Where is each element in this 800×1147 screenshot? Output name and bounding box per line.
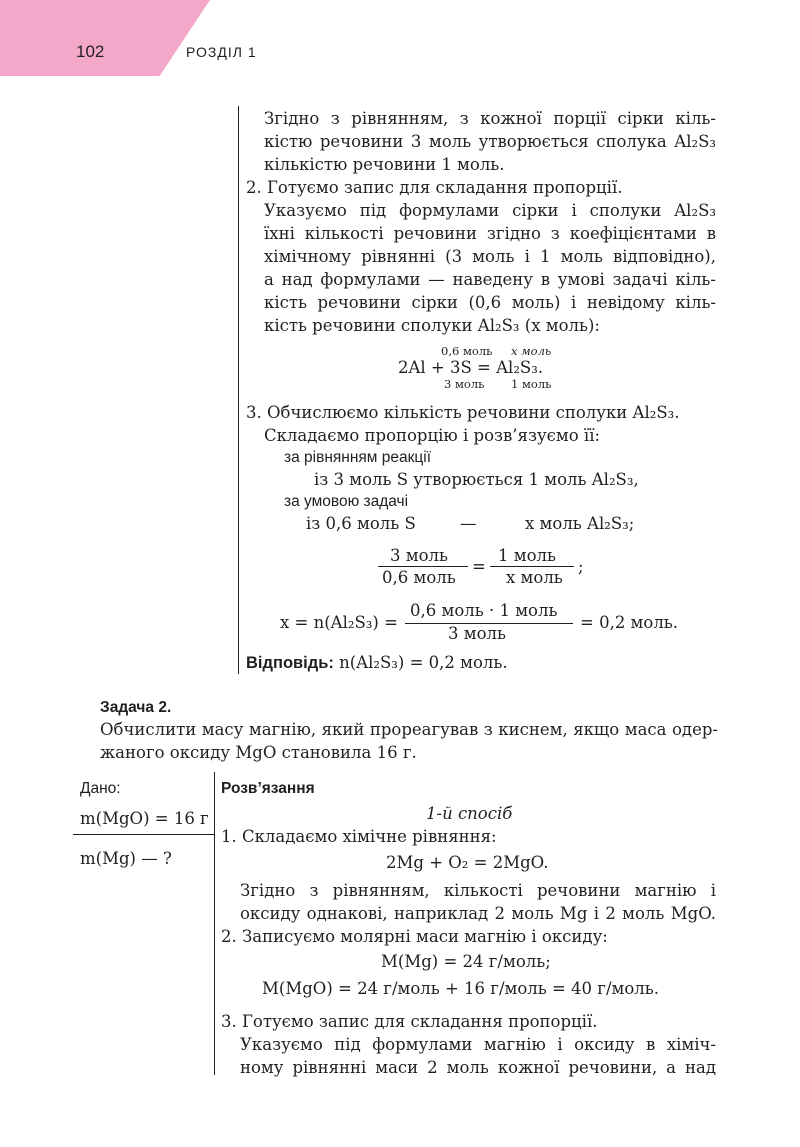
calc-denominator: 3 моль [448, 624, 506, 643]
s1-line: Згідно з рівнянням, кількості речовини магнію і [240, 881, 716, 900]
given-underline [73, 834, 214, 835]
given-divider [214, 772, 215, 1075]
eq-above-s: 0,6 моль [441, 344, 493, 358]
s2-equation-1: M(Mg) = 24 г/моль; [381, 952, 551, 971]
section-title: РОЗДІЛ 1 [186, 44, 257, 60]
eq-above-al2s3: x моль [511, 344, 552, 358]
p1-line: кількістю речовини 1 моль. [264, 155, 505, 174]
answer [246, 652, 508, 674]
p1-line: Згідно з рівнянням, з кожної порції сірки кіль- [264, 109, 716, 128]
by-condition-label: за умовою задачі [284, 493, 409, 510]
eq-below-al2s3: 1 моль [511, 377, 552, 391]
step2-title: 2. Готуємо запис для складання пропорції. [246, 178, 623, 197]
method-label: 1-й спосіб [426, 804, 513, 823]
from-condition: із 0,6 моль S [306, 514, 416, 533]
step2-line: кість речовини сірки (0,6 моль) і невідому кіль- [264, 293, 716, 312]
s3-line: ному рівнянні маси 2 моль кожної речовини, а над [240, 1058, 716, 1077]
task2-title: Задача 2. [100, 699, 172, 716]
eq-below-s: 3 моль [444, 377, 485, 391]
s3-line: Указуємо під формулами магнію і оксиду в хіміч- [240, 1035, 716, 1054]
given-value: m(MgO) = 16 г [80, 809, 209, 828]
given-label: Дано: [80, 780, 121, 797]
eq-main: 2Al + 3S = Al₂S₃. [398, 358, 544, 377]
prop-den-1: 0,6 моль [382, 568, 456, 587]
prop-num-1: 3 моль [390, 546, 448, 565]
step3-title: 3. Обчислюємо кількість речовини сполуки Al₂S₃. [246, 403, 680, 422]
from-condition-unknown: x моль Al₂S₃; [525, 514, 635, 533]
p1-line: кістю речовини 3 моль утворюється сполука Al₂S₃ [264, 132, 716, 151]
step2-line: а над формулами — наведену в умові задачі кіль- [264, 270, 716, 289]
find-value: m(Mg) — ? [80, 849, 172, 868]
s1-line: оксиду однакові, наприклад 2 моль Mg і 2 моль MgO. [240, 904, 716, 923]
calc-numerator: 0,6 моль · 1 моль [410, 601, 558, 620]
from-equation: із 3 моль S утворюється 1 моль Al₂S₃, [314, 470, 639, 489]
prop-equals: = [472, 557, 486, 576]
prop-end: ; [578, 557, 584, 576]
page-number: 102 [76, 42, 105, 61]
step2-line: кість речовини сполуки Al₂S₃ (x моль): [264, 316, 600, 335]
s1-title: 1. Складаємо хімічне рівняння: [221, 827, 497, 846]
step2-line: хімічному рівнянні (3 моль і 1 моль відповідно), [264, 247, 716, 266]
answer-label: Відповідь: [246, 654, 334, 672]
answer-value: n(Al₂S₃) = 0,2 моль. [333, 653, 508, 672]
step2-line: їхні кількості речовини згідно з коефіцієнтами в [264, 224, 716, 243]
calc-left: x = n(Al₂S₃) = [280, 613, 398, 632]
by-equation-label: за рівнянням реакції [284, 449, 432, 466]
task2-text: жаного оксиду MgO становила 16 г. [100, 743, 417, 762]
task2-text: Обчислити масу магнію, який прореагував з киснем, якщо маса одер- [100, 720, 718, 739]
page-corner-tab [0, 0, 210, 76]
solution-label: Розв’язання [221, 780, 315, 797]
step3-line: Складаємо пропорцію і розв’язуємо її: [264, 426, 601, 445]
from-condition-dash: — [460, 514, 477, 533]
prop-den-2: x моль [506, 568, 563, 587]
step2-line: Указуємо під формулами сірки і сполуки Al₂S₃ [264, 201, 716, 220]
s2-title: 2. Записуємо молярні маси магнію і оксиду: [221, 927, 608, 946]
s3-title: 3. Готуємо запис для складання пропорції. [221, 1012, 598, 1031]
solution-rule [238, 106, 239, 674]
s2-equation-2: M(MgO) = 24 г/моль + 16 г/моль = 40 г/моль. [262, 979, 659, 998]
prop-num-2: 1 моль [498, 546, 556, 565]
calc-result: = 0,2 моль. [580, 613, 679, 632]
s1-equation: 2Mg + O₂ = 2MgO. [386, 853, 549, 872]
